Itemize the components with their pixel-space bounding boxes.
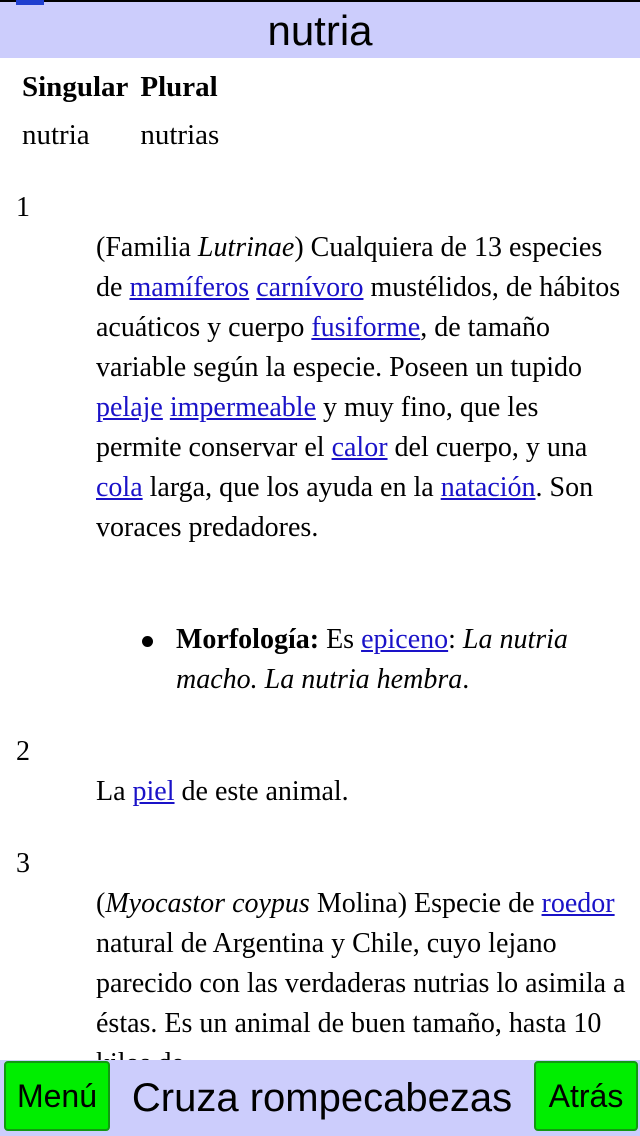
text: . Son voraces predadores. [96, 472, 594, 543]
sense-definition-1 [96, 228, 626, 548]
text: de este animal. [174, 776, 349, 807]
text: natural de Argentina y Chile, cuyo lejano parecido con las verdaderas nutrias lo asimila a éstas. Es un [96, 928, 626, 1039]
link-mamiferos[interactable]: mamíferos [129, 272, 250, 303]
definition-content[interactable] [0, 58, 640, 1060]
sense-definition-2 [96, 772, 626, 812]
text: , de tamaño variable según la especie. Poseen un tupido [96, 312, 582, 383]
inflection-values-row [22, 108, 231, 162]
link-calor[interactable]: calor [331, 432, 388, 463]
text: Molina) Especie de [309, 888, 542, 919]
text: La [96, 776, 133, 807]
link-epiceno[interactable]: epiceno [361, 624, 449, 655]
text: larga, que los ayuda en la [142, 472, 441, 503]
link-impermeable[interactable]: impermeable [169, 392, 316, 423]
usage-example: La nutria macho. La nutria hembra [176, 624, 568, 695]
text: ) Cualquiera de 13 especies de [96, 232, 603, 303]
puzzle-title: Cruza rompecabezas [131, 1076, 513, 1120]
sense-number-1: 1 [16, 192, 30, 223]
text: animal de buen tamaño, hasta 10 [234, 1008, 602, 1039]
sense-number-3: 3 [16, 848, 30, 879]
text: y muy fino, que les permite conservar el [96, 392, 539, 463]
link-fusiforme[interactable]: fusiforme [311, 312, 421, 343]
text [163, 392, 170, 423]
link-piel[interactable]: piel [132, 776, 175, 807]
link-carnivoro[interactable]: carnívoro [256, 272, 364, 303]
header-bar [0, 0, 640, 58]
text: : [448, 624, 463, 655]
morphology-note [176, 620, 631, 700]
singular-header: Singular [22, 70, 129, 103]
bullet-icon [142, 636, 153, 647]
bottom-toolbar [0, 1060, 640, 1136]
link-roedor[interactable]: roedor [541, 888, 615, 919]
text: Es [319, 624, 362, 655]
scientific-name: Myocastor coypus [105, 888, 310, 919]
singular-value: nutria [22, 118, 90, 151]
inflection-table [22, 66, 231, 162]
page-title: nutria [267, 7, 373, 54]
back-button[interactable]: Atrás [534, 1061, 638, 1131]
plural-header: Plural [140, 70, 218, 103]
sense-number-2: 2 [16, 736, 30, 767]
morphology-label: Morfología: [176, 624, 320, 655]
text: mustélidos, de hábitos acuáticos y cuerpo [96, 272, 621, 343]
text: (Familia [96, 232, 198, 263]
link-cola[interactable]: cola [96, 472, 143, 503]
text: del cuerpo, y una [387, 432, 588, 463]
text: . [462, 664, 470, 695]
sense-definition-3 [96, 884, 626, 1084]
link-natacion[interactable]: natación [440, 472, 536, 503]
plural-value: nutrias [140, 118, 220, 151]
text: ( [96, 888, 106, 919]
menu-button[interactable]: Menú [4, 1061, 110, 1131]
inflection-header-row [22, 66, 231, 108]
scientific-name: Lutrinae [197, 232, 295, 263]
link-pelaje[interactable]: pelaje [96, 392, 163, 423]
